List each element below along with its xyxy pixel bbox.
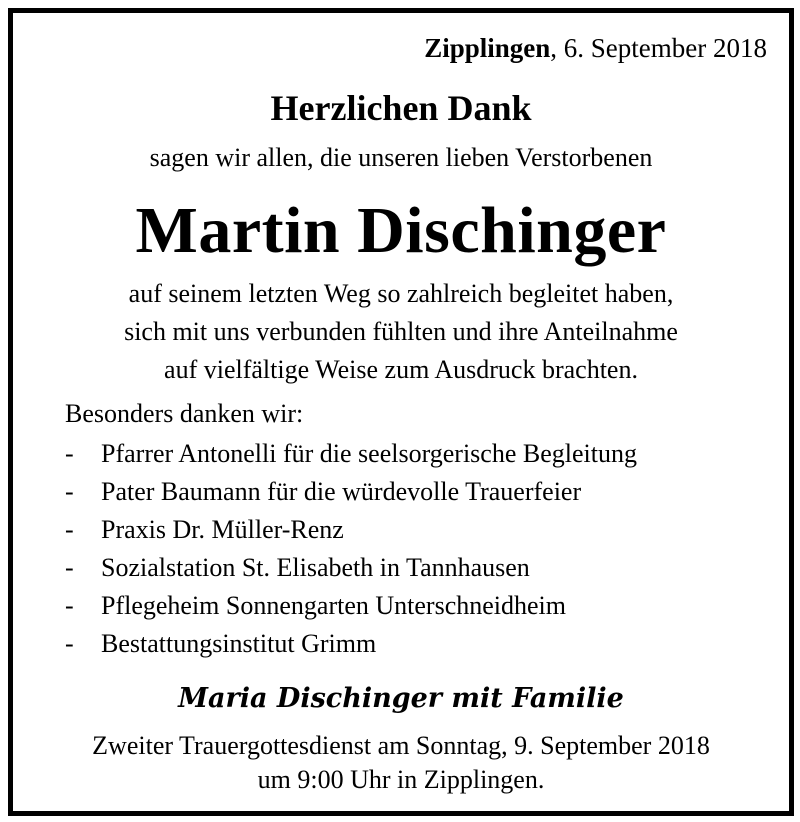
list-item-text: Praxis Dr. Müller-Renz (101, 515, 344, 544)
list-bullet: - (65, 515, 74, 544)
list-item (65, 473, 637, 511)
list-item-text: Bestattungsinstitut Grimm (101, 629, 377, 658)
deceased-name: Martin Dischinger (135, 194, 667, 267)
list-item-text: Sozialstation St. Elisabeth in Tannhausen (101, 553, 530, 582)
list-bullet: - (65, 553, 74, 582)
paragraph-line: sich mit uns verbunden fühlten und ihre Anteilnahme (124, 317, 678, 346)
list-bullet: - (65, 477, 74, 506)
closing-line: um 9:00 Uhr in Zipplingen. (257, 765, 545, 794)
list-item (65, 587, 637, 625)
headline: Herzlichen Dank (270, 88, 532, 128)
list-item (65, 435, 637, 473)
list-item (65, 511, 637, 549)
closing-line: Zweiter Trauergottesdienst am Sonntag, 9. September 2018 (92, 731, 710, 760)
closing-note (13, 729, 789, 797)
list-item-text: Pfarrer Antonelli für die seelsorgerische Begleitung (101, 439, 637, 468)
list-bullet: - (65, 629, 74, 658)
paragraph-line: auf seinem letzten Weg so zahlreich begleitet haben, (128, 279, 674, 308)
paragraph-line: auf vielfältige Weise zum Ausdruck brachten. (164, 355, 638, 384)
list-bullet: - (65, 439, 74, 468)
thanks-paragraph (13, 275, 789, 389)
dateline-date: , 6. September 2018 (550, 33, 767, 63)
dateline (424, 33, 767, 64)
intro-text: sagen wir allen, die unseren lieben Verstorbenen (149, 143, 653, 172)
list-item-text: Pater Baumann für die würdevolle Trauerfeier (101, 477, 582, 506)
list-bullet: - (65, 591, 74, 620)
thanks-heading: Besonders danken wir: (65, 399, 304, 428)
list-item (65, 625, 637, 663)
list-item (65, 549, 637, 587)
notice-border (8, 8, 794, 816)
notice-content (13, 13, 789, 811)
thanks-list (65, 435, 637, 663)
family-signature: Maria Dischinger mit Familie (178, 683, 624, 714)
list-item-text: Pflegeheim Sonnengarten Unterschneidheim (101, 591, 566, 620)
dateline-place: Zipplingen (424, 33, 551, 63)
